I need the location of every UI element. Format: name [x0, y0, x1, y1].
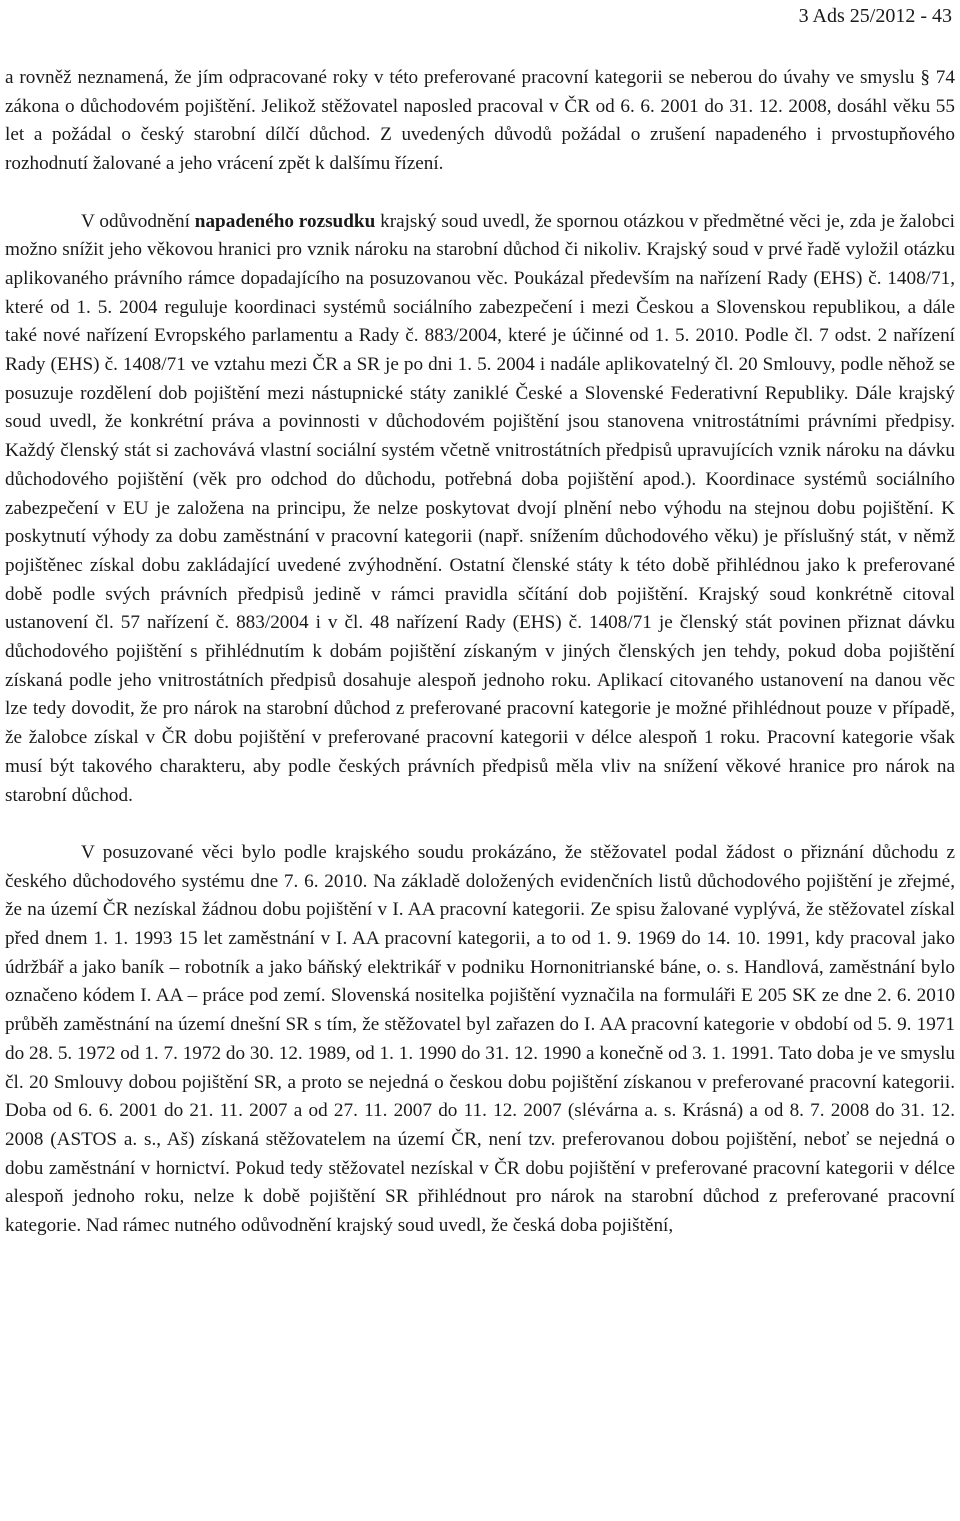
paragraph-3: V posuzované věci bylo podle krajského soudu prokázáno, že stěžovatel podal žádost o přiznání důchodu z českého důchodového systému dne 7. 6. 2010. Na základě doložených evidenčních listů důchodového pojištění je zřejmé, že na území ČR nezískal žádnou dobu pojištění v I. AA pracovní kategorii. Ze spisu žalované vyplývá, že stěžovatel získal před dnem 1. 1. 1993 15 let zaměstnání v I. AA pracovní kategorii, a to od 1. 9. 1969 do 14. 10. 1991, kdy pracoval jako údržbář a jako baník – robotník a jako báňský elektrikář v podniku Hornonitrianské báne, o. s. Handlová, zaměstnání bylo označeno kódem I. AA – práce pod zemí. Slovenská nositelka pojištění vyznačila na formuláři E 205 SK ze dne 2. 6. 2010 průběh zaměstnání na území dnešní SR s tím, že stěžovatel byl zařazen do I. AA pracovní kategorie v období od 5. 9. 1971 do 28. 5. 1972 od 1. 7. 1972 do 30. 12. 1989, od 1. 1. 1990 do 31. 12. 1990 a konečně od 3. 1. 1991. Tato doba je ve smyslu čl. 20 Smlouvy dobou pojištění SR, a proto se nejedná o českou dobu pojištění získanou v preferované pracovní kategorii. Doba od 6. 6. 2001 do 21. 11. 2007 a od 27. 11. 2007 do 11. 12. 2007 (slévárna a. s. Krásná) a od 8. 7. 2008 do 31. 12. 2008 (ASTOS a. s., Aš) získaná stěžovatelem na území ČR, není tzv. preferovanou dobou pojištění, neboť se nejedná o dobu zaměstnání v hornictví. Pokud tedy stěžovatel nezískal v ČR dobu pojištění v preferované pracovní kategorii v délce alespoň jednoho roku, nelze k době pojištění SR přihlédnout pro nárok na starobní důchod z preferované pracovní kategorie. Nad rámec nutného odůvodnění krajský soud uvedl, že česká doba pojištění,	[5, 841, 955, 1237]
paragraph-1: a rovněž neznamená, že jím odpracované roky v této preferované pracovní kategorii se neberou do úvahy ve smyslu § 74 zákona o důchodovém pojištění. Jelikož stěžovatel naposled pracoval v ČR od 6. 6. 2001 do 31. 12. 2008, dosáhl věku 55 let a požádal o český starobní dílčí důchod. Z uvedených důvodů požádal o zrušení napadeného i prvostupňového rozhodnutí žalované a jeho vrácení zpět k dalšímu řízení.	[5, 67, 955, 175]
paragraph-2-lead: V odůvodnění	[81, 210, 190, 232]
paragraph-2-bold-phrase: napadeného rozsudku	[194, 210, 376, 232]
paragraph-2	[5, 208, 955, 811]
document-body	[5, 64, 955, 1241]
page-header-case-number: 3 Ads 25/2012 - 43	[798, 5, 952, 27]
paragraph-2-rest: krajský soud uvedl, že spornou otázkou v předmětné věci je, zda je žalobci možno snížit jeho věkovou hranici pro vznik nároku na starobní důchod či nikoliv. Krajský soud v prvé řadě vyložil otázku aplikovaného právního rámce dopadajícího na posuzovanou věc. Poukázal především na nařízení Rady (EHS) č. 1408/71, které od 1. 5. 2004 reguluje koordinaci systémů sociálního zabezpečení i mezi Českou a Slovenskou republikou, a dále také nové nařízení Evropského parlamentu a Rady č. 883/2004, které je účinné od 1. 5. 2010. Podle čl. 7 odst. 2 nařízení Rady (EHS) č. 1408/71 ve vztahu mezi ČR a SR je po dni 1. 5. 2004 i nadále aplikovatelný čl. 20 Smlouvy, podle něhož se posuzuje rozdělení dob pojištění mezi nástupnické státy zaniklé České a Slovenské Federativní Republiky. Dále krajský soud uvedl, že konkrétní práva a povinnosti v důchodovém pojištění jsou stanovena vnitrostátními právními předpisy. Každý členský stát si zachovává vlastní sociální systém včetně vnitrostátních předpisů upravujících vznik nároku na dávku důchodového pojištění (věk pro odchod do důchodu, potřebná doba pojištění apod.). Koordinace systémů sociálního zabezpečení v EU je založena na principu, že nelze poskytovat dvojí plnění nebo výhodu na stejnou dobu pojištění. K poskytnutí výhody za dobu zaměstnání v pracovní kategorii (např. snížením důchodového věku) je příslušný stát, v němž pojištěnec získal dobu zakládající uvedené zvýhodnění. Ostatní členské státy k této době přihlédnou jako k preferované době podle svých právních předpisů jedině v rámci pravidla sčítání dob pojištění. Krajský soud konkrétně citoval ustanovení čl. 57 nařízení č. 883/2004 i v čl. 48 nařízení Rady (EHS) č. 1408/71 je členský stát povinen přiznat dávku důchodového pojištění s přihlédnutím k dobám pojištění získaným v jiných členských jen tehdy, pokud doba pojištění získaná podle jeho vnitrostátních předpisů dosahuje alespoň jednoho roku. Aplikací citovaného ustanovení na danou věc lze tedy dovodit, že pro nárok na starobní důchod z preferované pracovní kategorie je možné přihlédnout pouze v případě, že žalobce získal v ČR dobu pojištění v preferované pracovní kategorii v délce alespoň 1 roku. Pracovní kategorie však musí být takového charakteru, aby podle českých právních předpisů měla vliv na snížení věkové hranice pro nárok na starobní důchod.	[5, 210, 955, 806]
